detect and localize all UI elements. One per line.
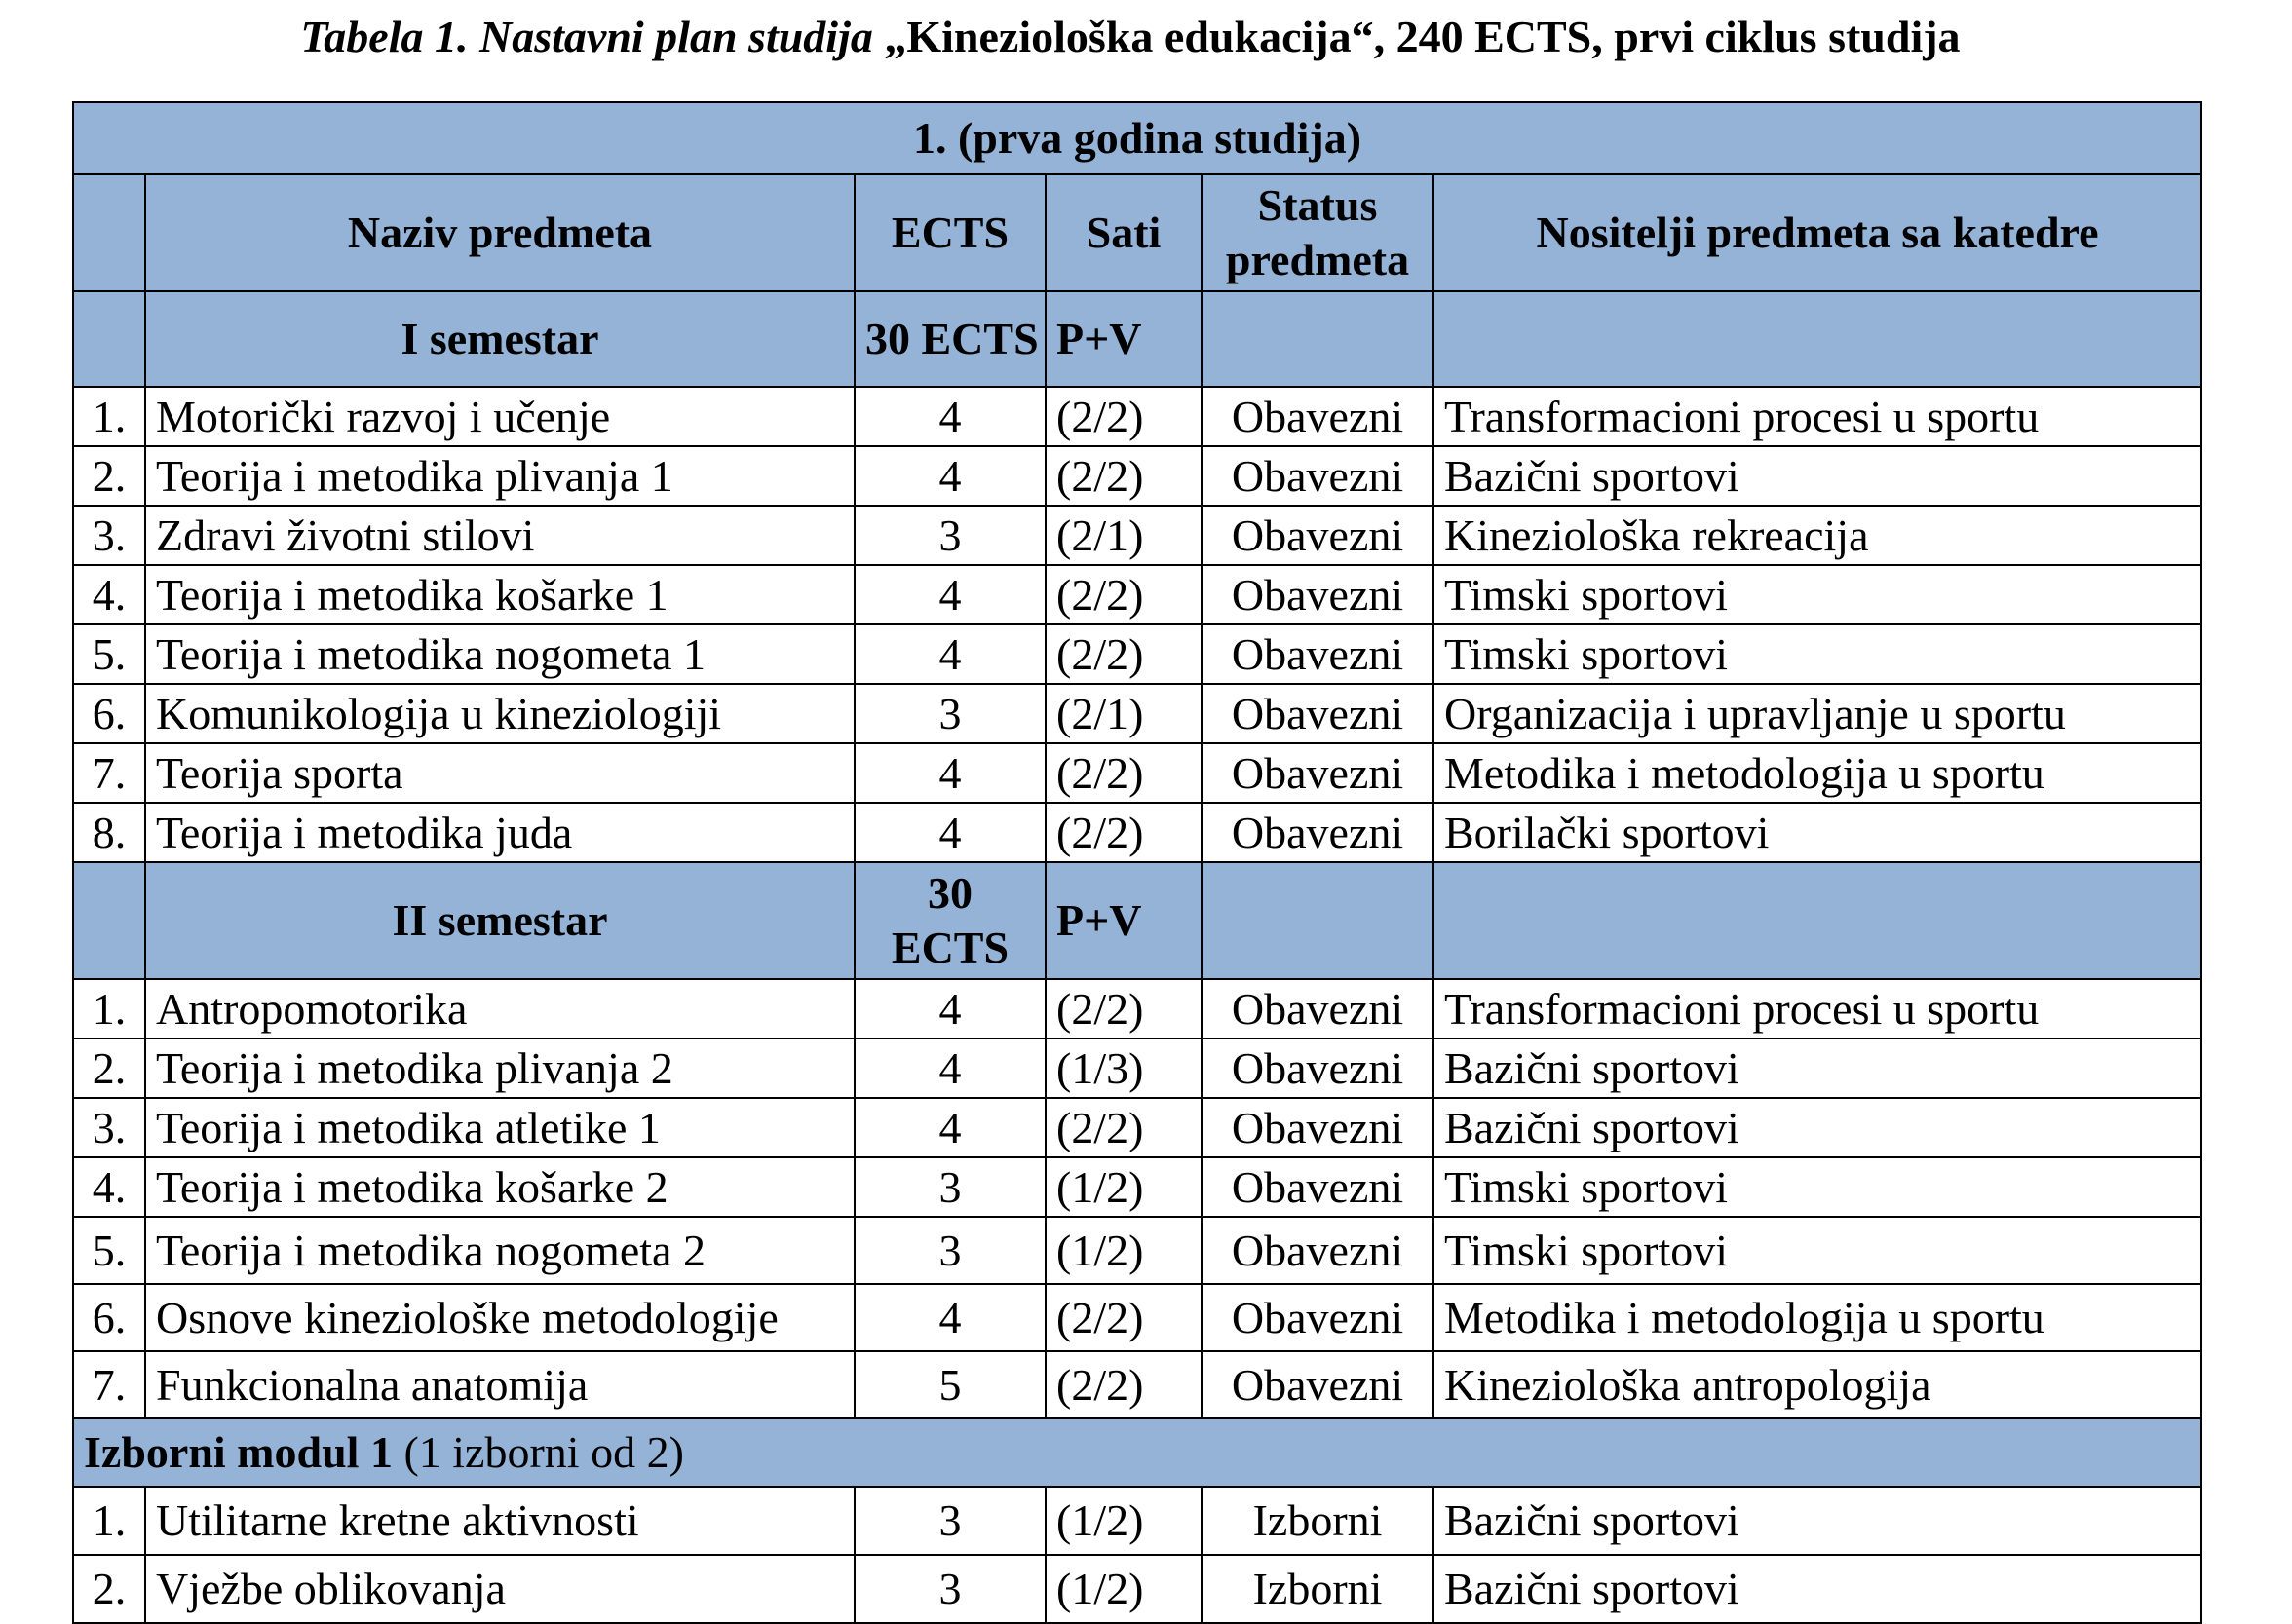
course-name: Teorija i metodika plivanja 1 — [145, 446, 855, 506]
course-name: Teorija i metodika nogometa 1 — [145, 624, 855, 684]
course-hours: (2/2) — [1046, 1351, 1202, 1418]
course-hours: (2/2) — [1046, 803, 1202, 862]
course-ects: 4 — [855, 979, 1046, 1039]
course-hours: (2/2) — [1046, 624, 1202, 684]
course-status: Izborni — [1202, 1555, 1433, 1623]
course-number: 4. — [73, 1157, 145, 1217]
column-header-row — [73, 174, 2201, 291]
course-row — [73, 565, 2201, 624]
course-number: 1. — [73, 979, 145, 1039]
course-chair: Bazični sportovi — [1433, 1098, 2201, 1157]
course-ects: 4 — [855, 446, 1046, 506]
curriculum-table-body — [73, 102, 2201, 387]
table-caption — [0, 8, 2261, 66]
course-hours: (2/2) — [1046, 446, 1202, 506]
course-row — [73, 1157, 2201, 1217]
course-name: Vježbe oblikovanja — [145, 1555, 855, 1623]
course-name: Teorija i metodika košarke 1 — [145, 565, 855, 624]
semester1-course-list — [73, 387, 2201, 862]
course-name: Motorički razvoj i učenje — [145, 387, 855, 446]
course-status: Obavezni — [1202, 1157, 1433, 1217]
course-chair: Transformacioni procesi u sportu — [1433, 387, 2201, 446]
course-number: 1. — [73, 1487, 145, 1555]
header-hours: Sati — [1046, 174, 1202, 291]
course-row — [73, 1217, 2201, 1284]
course-number: 6. — [73, 684, 145, 743]
course-status: Obavezni — [1202, 684, 1433, 743]
course-row — [73, 387, 2201, 446]
course-ects: 3 — [855, 684, 1046, 743]
course-name: Zdravi životni stilovi — [145, 506, 855, 565]
semester1-hours: P+V — [1046, 291, 1202, 387]
semester1-num-cell — [73, 291, 145, 387]
course-hours: (1/2) — [1046, 1157, 1202, 1217]
course-chair: Timski sportovi — [1433, 1217, 2201, 1284]
course-hours: (2/2) — [1046, 979, 1202, 1039]
course-row — [73, 446, 2201, 506]
course-ects: 3 — [855, 1157, 1046, 1217]
semester2-label: II semestar — [145, 862, 855, 979]
course-ects: 4 — [855, 1039, 1046, 1098]
elective-header-group — [73, 1418, 2201, 1487]
course-status: Obavezni — [1202, 1351, 1433, 1418]
course-number: 2. — [73, 1039, 145, 1098]
course-name: Utilitarne kretne aktivnosti — [145, 1487, 855, 1555]
course-chair: Kineziološka antropologija — [1433, 1351, 2201, 1418]
header-status-line2: predmeta — [1225, 235, 1410, 284]
course-row — [73, 1039, 2201, 1098]
course-name: Teorija i metodika plivanja 2 — [145, 1039, 855, 1098]
year-header-row — [73, 102, 2201, 174]
course-ects: 4 — [855, 565, 1046, 624]
course-status: Obavezni — [1202, 565, 1433, 624]
elective-course-list — [73, 1487, 2201, 1623]
course-row — [73, 624, 2201, 684]
course-number: 1. — [73, 387, 145, 446]
course-status: Obavezni — [1202, 1217, 1433, 1284]
course-hours: (1/2) — [1046, 1487, 1202, 1555]
course-ects: 4 — [855, 1284, 1046, 1351]
year-header: 1. (prva godina studija) — [73, 102, 2201, 174]
semester2-ects — [855, 862, 1046, 979]
course-number: 8. — [73, 803, 145, 862]
course-number: 5. — [73, 624, 145, 684]
course-status: Obavezni — [1202, 803, 1433, 862]
course-row — [73, 684, 2201, 743]
elective-module-label: Izborni modul 1 — [84, 1427, 393, 1477]
course-row — [73, 506, 2201, 565]
course-chair: Metodika i metodologija u sportu — [1433, 743, 2201, 803]
course-chair: Transformacioni procesi u sportu — [1433, 979, 2201, 1039]
header-num-cell — [73, 174, 145, 291]
course-number: 4. — [73, 565, 145, 624]
semester2-header-group — [73, 862, 2201, 979]
semester2-header-row — [73, 862, 2201, 979]
course-ects: 3 — [855, 1487, 1046, 1555]
course-row — [73, 1487, 2201, 1555]
semester1-header-row — [73, 291, 2201, 387]
course-chair: Bazični sportovi — [1433, 1487, 2201, 1555]
course-name: Komunikologija u kineziologiji — [145, 684, 855, 743]
course-hours: (2/2) — [1046, 1098, 1202, 1157]
course-status: Obavezni — [1202, 743, 1433, 803]
elective-module-header — [73, 1418, 2201, 1487]
course-status: Obavezni — [1202, 387, 1433, 446]
course-number: 2. — [73, 446, 145, 506]
course-ects: 5 — [855, 1351, 1046, 1418]
course-status: Obavezni — [1202, 1284, 1433, 1351]
course-hours: (2/1) — [1046, 684, 1202, 743]
course-chair: Kineziološka rekreacija — [1433, 506, 2201, 565]
semester1-label: I semestar — [145, 291, 855, 387]
curriculum-table — [72, 101, 2202, 1624]
header-status-line1: Status — [1257, 180, 1378, 230]
semester2-hours: P+V — [1046, 862, 1202, 979]
course-hours: (2/2) — [1046, 743, 1202, 803]
course-row — [73, 803, 2201, 862]
course-name: Osnove kineziološke metodologije — [145, 1284, 855, 1351]
course-chair: Timski sportovi — [1433, 624, 2201, 684]
course-chair: Timski sportovi — [1433, 565, 2201, 624]
course-ects: 3 — [855, 1217, 1046, 1284]
course-name: Teorija sporta — [145, 743, 855, 803]
course-row — [73, 743, 2201, 803]
course-name: Funkcionalna anatomija — [145, 1351, 855, 1418]
course-ects: 4 — [855, 1098, 1046, 1157]
course-hours: (2/1) — [1046, 506, 1202, 565]
course-name: Teorija i metodika juda — [145, 803, 855, 862]
header-name: Naziv predmeta — [145, 174, 855, 291]
course-name: Teorija i metodika nogometa 2 — [145, 1217, 855, 1284]
course-hours: (1/2) — [1046, 1555, 1202, 1623]
course-number: 5. — [73, 1217, 145, 1284]
course-status: Obavezni — [1202, 1039, 1433, 1098]
course-name: Teorija i metodika košarke 2 — [145, 1157, 855, 1217]
course-status: Obavezni — [1202, 506, 1433, 565]
semester1-chair-cell — [1433, 291, 2201, 387]
course-status: Izborni — [1202, 1487, 1433, 1555]
course-ects: 3 — [855, 1555, 1046, 1623]
course-status: Obavezni — [1202, 1098, 1433, 1157]
course-chair: Timski sportovi — [1433, 1157, 2201, 1217]
course-number: 7. — [73, 1351, 145, 1418]
course-row — [73, 1098, 2201, 1157]
course-chair: Bazični sportovi — [1433, 1555, 2201, 1623]
course-chair: Borilački sportovi — [1433, 803, 2201, 862]
course-chair: Bazični sportovi — [1433, 1039, 2201, 1098]
header-status — [1202, 174, 1433, 291]
semester1-status-cell — [1202, 291, 1433, 387]
elective-module-note: (1 izborni od 2) — [392, 1427, 684, 1477]
course-row — [73, 1284, 2201, 1351]
course-number: 6. — [73, 1284, 145, 1351]
course-hours: (1/3) — [1046, 1039, 1202, 1098]
course-name: Antropomotorika — [145, 979, 855, 1039]
header-ects: ECTS — [855, 174, 1046, 291]
semester2-ects-line1: 30 — [928, 868, 973, 918]
course-chair: Organizacija i upravljanje u sportu — [1433, 684, 2201, 743]
course-row — [73, 1351, 2201, 1418]
course-name: Teorija i metodika atletike 1 — [145, 1098, 855, 1157]
course-row — [73, 979, 2201, 1039]
semester2-course-list — [73, 979, 2201, 1418]
course-ects: 4 — [855, 743, 1046, 803]
course-number: 2. — [73, 1555, 145, 1623]
course-status: Obavezni — [1202, 624, 1433, 684]
course-status: Obavezni — [1202, 979, 1433, 1039]
course-chair: Bazični sportovi — [1433, 446, 2201, 506]
course-number: 7. — [73, 743, 145, 803]
course-number: 3. — [73, 506, 145, 565]
course-hours: (2/2) — [1046, 1284, 1202, 1351]
course-ects: 4 — [855, 624, 1046, 684]
semester2-status-cell — [1202, 862, 1433, 979]
semester2-num-cell — [73, 862, 145, 979]
header-chair: Nositelji predmeta sa katedre — [1433, 174, 2201, 291]
course-ects: 4 — [855, 803, 1046, 862]
elective-module-row — [73, 1418, 2201, 1487]
course-status: Obavezni — [1202, 446, 1433, 506]
course-hours: (2/2) — [1046, 565, 1202, 624]
course-ects: 3 — [855, 506, 1046, 565]
semester2-ects-line2: ECTS — [891, 923, 1010, 972]
semester2-chair-cell — [1433, 862, 2201, 979]
caption-title: „Kineziološka edukacija“, 240 ECTS, prvi ciklus studija — [884, 12, 1961, 61]
caption-prefix: Tabela 1. Nastavni plan studija — [300, 12, 873, 61]
course-hours: (1/2) — [1046, 1217, 1202, 1284]
course-hours: (2/2) — [1046, 387, 1202, 446]
semester1-ects: 30 ECTS — [855, 291, 1046, 387]
course-ects: 4 — [855, 387, 1046, 446]
course-number: 3. — [73, 1098, 145, 1157]
course-chair: Metodika i metodologija u sportu — [1433, 1284, 2201, 1351]
